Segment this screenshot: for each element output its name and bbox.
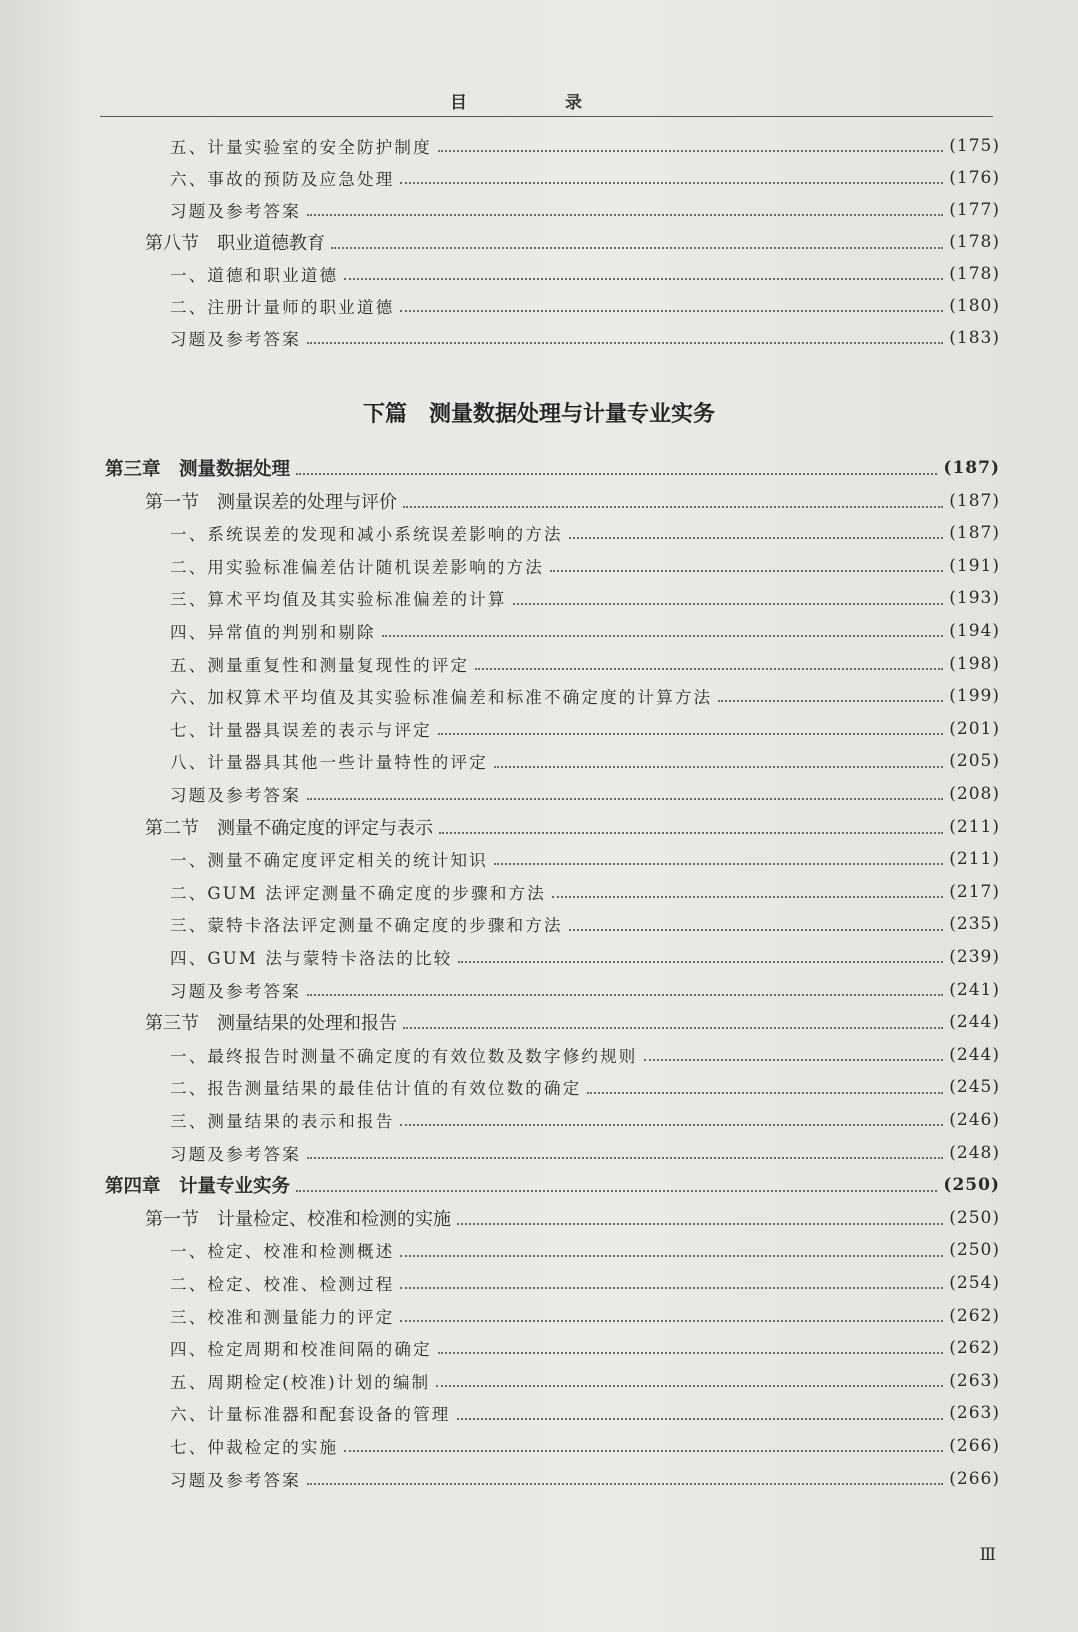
toc-entry-title: 五、周期检定(校准)计划的编制 (170, 1372, 431, 1392)
toc-entry-title: 第一节 计量检定、校准和检测的实施 (145, 1208, 451, 1230)
toc-entry-title: 五、计量实验室的安全防护制度 (170, 138, 432, 157)
toc-entry-title: 一、测量不确定度评定相关的统计知识 (170, 851, 488, 871)
dot-leader (569, 521, 944, 540)
toc-entry-title: 第四章 计量专业实务 (105, 1176, 291, 1198)
dot-leader (494, 847, 943, 866)
toc-entry-page: (193) (949, 588, 1000, 609)
toc-entry-item (0, 1071, 1000, 1103)
toc-entry-title: 习题及参考答案 (170, 1144, 301, 1164)
toc-entry-item (0, 1039, 1000, 1071)
page-folio: Ⅲ (979, 1545, 996, 1565)
toc-entry-item (0, 908, 1000, 940)
dot-leader (587, 1075, 943, 1094)
toc-entry-item (0, 258, 1000, 290)
toc-entry-section (0, 811, 1000, 843)
toc-entry-page: (239) (949, 947, 1000, 967)
dot-leader (438, 134, 943, 153)
toc-entry-item (0, 745, 1000, 777)
toc-entry-item (0, 1267, 1000, 1299)
toc-entry-page: (178) (949, 232, 1000, 252)
toc-entry-page: (263) (949, 1403, 1000, 1424)
dot-leader (457, 1401, 944, 1420)
toc-entry-item (0, 1300, 1000, 1332)
toc-entry-title: 二、用实验标准偏差估计随机误差影响的方法 (170, 557, 544, 577)
toc-entry-title: 六、加权算术平均值及其实验标准偏差和标准不确定度的计算方法 (170, 688, 713, 708)
toc-entry-page: (254) (949, 1273, 1000, 1293)
toc-entry-item (0, 1463, 1000, 1495)
header-rule (100, 116, 993, 117)
dot-leader (344, 262, 943, 281)
toc-entry-page: (262) (949, 1305, 1000, 1326)
toc-entry-title: 二、GUM 法评定测量不确定度的步骤和方法 (170, 883, 546, 903)
dot-leader (403, 1009, 943, 1029)
toc-entry-title: 二、报告测量结果的最佳估计值的有效位数的确定 (170, 1079, 582, 1099)
toc-entry-title: 第二节 测量不确定度的评定与表示 (145, 817, 433, 839)
toc-entry-item (0, 843, 1000, 875)
toc-entry-page: (177) (949, 200, 1000, 220)
toc-entry-item (0, 1234, 1000, 1266)
toc-entry-section (0, 1006, 1000, 1038)
dot-leader (307, 198, 943, 217)
dot-leader (550, 554, 943, 573)
toc-entry-page: (241) (949, 979, 1000, 1000)
toc-entry-item (0, 876, 1000, 908)
toc-entry-page: (211) (949, 849, 1000, 870)
page-header: 目 录 (450, 93, 628, 113)
dot-leader (296, 1172, 937, 1193)
toc-entry-page: (211) (949, 816, 1000, 837)
toc-entry-page: (250) (949, 1207, 1000, 1228)
toc-entry-page: (250) (943, 1175, 1000, 1196)
toc-entry-title: 三、蒙特卡洛法评定测量不确定度的步骤和方法 (170, 916, 563, 936)
toc-entry-page: (266) (949, 1468, 1000, 1489)
toc-entry-title: 四、异常值的判别和剔除 (170, 623, 376, 642)
toc-entry-section (0, 226, 1000, 258)
toc-entry-title: 第八节 职业道德教育 (145, 233, 325, 254)
toc-entry-page: (246) (949, 1110, 1000, 1130)
dot-leader (438, 717, 943, 736)
toc-entry-item (0, 713, 1000, 745)
toc-entry-page: (194) (949, 621, 1000, 641)
toc-entry-title: 四、GUM 法与蒙特卡洛法的比较 (170, 949, 453, 968)
dot-leader (307, 1140, 943, 1159)
toc-entry-page: (217) (949, 881, 1000, 902)
dot-leader (400, 294, 943, 313)
toc-entry-page: (183) (949, 328, 1000, 348)
toc-entry-title: 一、道德和职业道德 (170, 266, 339, 285)
toc-entry-title: 八、计量器具其他一些计量特性的评定 (170, 753, 488, 773)
toc-entry-title: 一、检定、校准和检测概述 (170, 1242, 395, 1262)
toc-entry-page: (244) (949, 1044, 1000, 1065)
toc-entry-item (0, 194, 1000, 226)
toc-entry-chapter (0, 1169, 1000, 1201)
toc-entry-item (0, 648, 1000, 680)
part-title: 下篇 测量数据处理与计量专业实务 (362, 401, 715, 427)
toc-entry-page: (266) (949, 1436, 1000, 1456)
toc-entry-title: 第三章 测量数据处理 (105, 459, 291, 480)
dot-leader (400, 1303, 943, 1322)
toc-entry-title: 七、仲裁检定的实施 (170, 1438, 339, 1457)
toc-entry-page: (187) (949, 490, 1000, 511)
toc-entry-title: 四、检定周期和校准间隔的确定 (170, 1340, 432, 1360)
toc-entry-section (0, 1202, 1000, 1234)
dot-leader (400, 1238, 943, 1257)
dot-leader (438, 1336, 943, 1355)
toc-entry-page: (199) (949, 686, 1000, 707)
toc-entry-item (0, 550, 1000, 582)
toc-entry-title: 习题及参考答案 (170, 981, 301, 1001)
dot-leader (494, 749, 943, 768)
toc-entry-item (0, 778, 1000, 810)
dot-leader (400, 166, 943, 185)
toc-entry-page: (205) (949, 751, 1000, 772)
toc-entry-title: 第一节 测量误差的处理与评价 (145, 491, 397, 513)
toc-entry-title: 三、校准和测量能力的评定 (170, 1307, 395, 1327)
toc-entry-item (0, 1430, 1000, 1462)
dot-leader (439, 814, 943, 834)
dot-leader (475, 651, 943, 670)
toc-entry-item (0, 615, 1000, 647)
toc-entry-page: (201) (949, 718, 1000, 739)
toc-entry-item (0, 290, 1000, 322)
dot-leader (569, 912, 944, 931)
toc-entry-page: (178) (949, 264, 1000, 284)
dot-leader (382, 619, 944, 638)
toc-entry-title: 习题及参考答案 (170, 786, 301, 805)
toc-entry-page: (180) (949, 296, 1000, 316)
toc-entry-page: (176) (949, 168, 1000, 188)
toc-entry-item (0, 1365, 1000, 1397)
dot-leader (552, 880, 943, 899)
toc-entry-title: 二、注册计量师的职业道德 (170, 298, 395, 317)
toc-entry-page: (175) (949, 136, 1000, 156)
dot-leader (307, 782, 943, 801)
toc-entry-page: (191) (949, 555, 1000, 576)
toc-entry-item (0, 680, 1000, 712)
toc-entry-page: (250) (949, 1240, 1000, 1261)
dot-leader (718, 684, 943, 703)
toc-entry-page: (245) (949, 1077, 1000, 1098)
toc-entry-page: (235) (949, 914, 1000, 935)
dot-leader (400, 1108, 943, 1127)
toc-entry-item (0, 162, 1000, 194)
toc-entry-page: (263) (949, 1370, 1000, 1391)
toc-entry-title: 一、最终报告时测量不确定度的有效位数及数字修约规则 (170, 1046, 638, 1066)
toc-entry-item (0, 1137, 1000, 1169)
dot-leader (296, 455, 937, 476)
dot-leader (457, 1205, 943, 1225)
toc-entry-item (0, 974, 1000, 1006)
dot-leader (458, 945, 943, 964)
toc-entry-item (0, 941, 1000, 973)
toc-entry-item (0, 1397, 1000, 1429)
toc-entry-title: 习题及参考答案 (170, 330, 301, 349)
toc-entry-page: (187) (949, 523, 1000, 544)
toc-entry-page: (248) (949, 1142, 1000, 1163)
toc-entry-page: (187) (943, 458, 1000, 478)
dot-leader (400, 1271, 943, 1290)
toc-entry-title: 五、测量重复性和测量复现性的评定 (170, 655, 470, 675)
toc-entry-title: 三、算术平均值及其实验标准偏差的计算 (170, 590, 507, 610)
toc-entry-title: 习题及参考答案 (170, 1470, 301, 1490)
toc-entry-page: (208) (949, 784, 1000, 804)
toc-entry-page: (198) (949, 653, 1000, 674)
dot-leader (307, 326, 943, 345)
toc-entry-title: 二、检定、校准、检测过程 (170, 1275, 395, 1294)
dot-leader (436, 1369, 943, 1388)
toc-entry-item (0, 582, 1000, 614)
toc-entry-section (0, 485, 1000, 517)
toc-entry-item (0, 1332, 1000, 1364)
dot-leader (307, 977, 943, 996)
toc-entry-title: 第三节 测量结果的处理和报告 (145, 1013, 397, 1035)
dot-leader (403, 488, 943, 508)
toc-entry-item (0, 322, 1000, 354)
toc-entry-title: 七、计量器具误差的表示与评定 (170, 720, 432, 740)
toc-entry-item (0, 130, 1000, 162)
toc-entry-title: 六、事故的预防及应急处理 (170, 170, 395, 189)
toc-entry-page: (262) (949, 1338, 1000, 1359)
dot-leader (644, 1043, 944, 1062)
toc-entry-title: 三、测量结果的表示和报告 (170, 1112, 395, 1131)
dot-leader (307, 1466, 943, 1485)
toc-entry-title: 六、计量标准器和配套设备的管理 (170, 1405, 451, 1425)
dot-leader (513, 586, 944, 605)
toc-entry-item (0, 517, 1000, 549)
toc-entry-title: 一、系统误差的发现和减小系统误差影响的方法 (170, 525, 563, 545)
dot-leader (331, 229, 943, 249)
toc-entry-item (0, 1104, 1000, 1136)
dot-leader (344, 1434, 943, 1453)
toc-entry-chapter (0, 452, 1000, 484)
toc-entry-page: (244) (949, 1012, 1000, 1033)
toc-entry-title: 习题及参考答案 (170, 202, 301, 221)
